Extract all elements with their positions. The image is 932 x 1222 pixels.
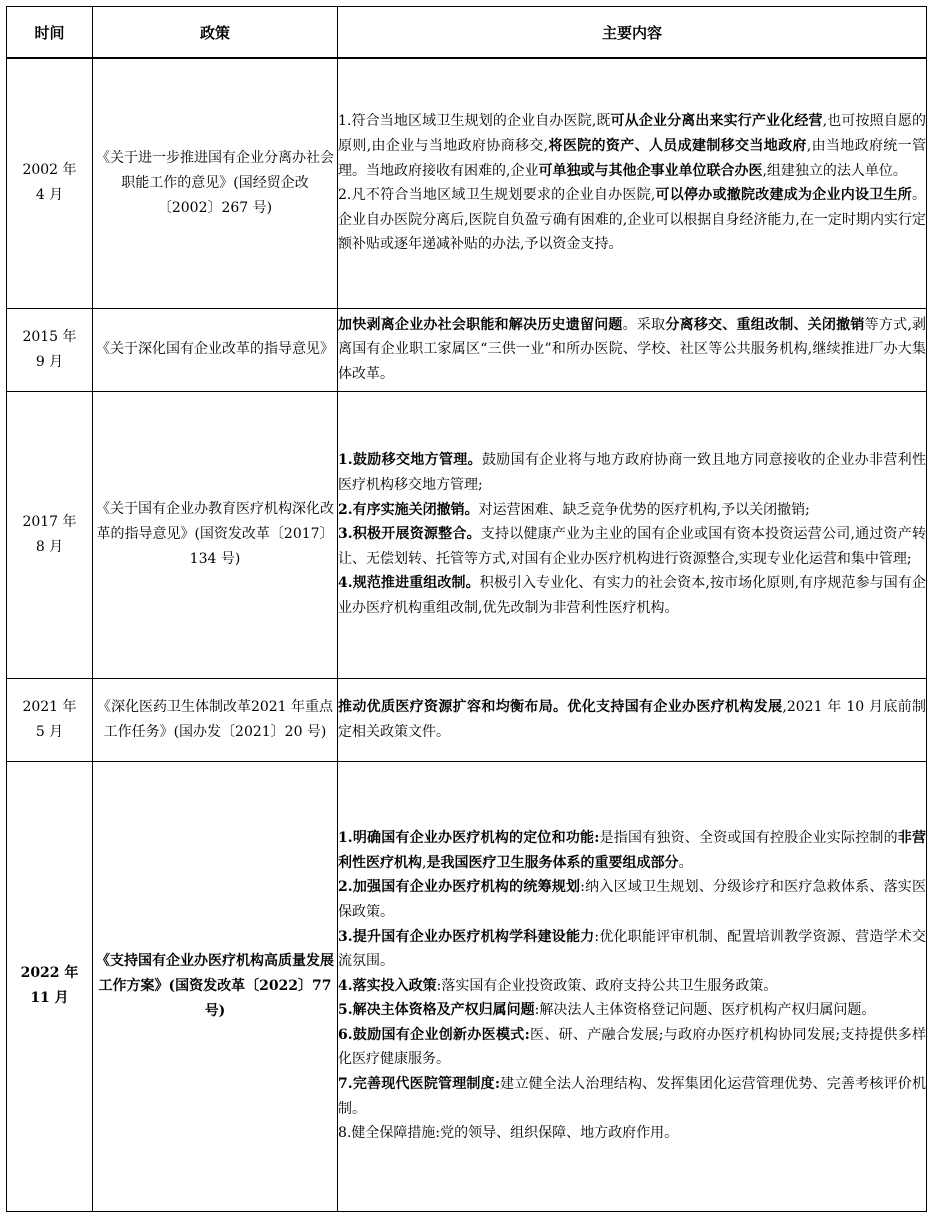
table-row — [7, 391, 927, 678]
header-row — [7, 7, 927, 59]
body-text: 是指国有独资、全资或国有控股企业实际控制的 — [599, 830, 898, 847]
body-text: 建立健全法人治理结构、发挥集团化运营管理优势、完善考核评价机制。 — [338, 1076, 926, 1117]
content-paragraph — [338, 695, 926, 744]
body-text: :落实国有企业投资政策、政府支持公共卫生服务政策。 — [436, 977, 778, 994]
body-text: 8.健全保障措施:党的领导、组织保障、地方政府作用。 — [338, 1125, 679, 1142]
bold-text: 是我国医疗卫生服务体系的重要组成部分 — [426, 854, 679, 871]
bold-text: 可以停办或撤院改建成为企业内设卫生所 — [655, 187, 913, 204]
bold-text: 1.明确国有企业办医疗机构的定位和功能: — [338, 830, 600, 847]
body-text: 对运营困难、缺乏竞争优势的医疗机构,予以关闭撤销; — [478, 501, 810, 518]
bold-text: 3.提升国有企业办医疗机构学科建设能力 — [338, 928, 595, 945]
body-text: ,组建独立的法人单位。 — [762, 162, 907, 179]
body-text: 积极引入专业化、有实力的社会资本,按市场化原则,有序规范参与国有企业办医疗机构重组改制,优先改制为非营利性医疗机构。 — [338, 575, 926, 616]
content-paragraph — [338, 1072, 926, 1121]
body-text: 。采取 — [622, 316, 666, 333]
content-paragraph — [338, 522, 926, 571]
cell-content — [338, 391, 927, 678]
cell-time: 2017 年 8 月 — [7, 391, 93, 678]
cell-content — [338, 58, 927, 308]
bold-text: 可单独或与其他企事业单位联合办医 — [538, 162, 763, 179]
bold-text: 2.有序实施关闭撤销。 — [338, 501, 479, 518]
cell-content — [338, 761, 927, 1211]
body-text: :优化职能评审机制、配置培训教学资源、营造学术交流氛围。 — [338, 928, 926, 970]
bold-text: 加快剥离企业办社会职能和解决历史遗留问题 — [338, 316, 623, 333]
content-paragraph — [338, 1023, 926, 1072]
table-body — [7, 58, 927, 1211]
body-text: ,也可按照自愿的原则,由企业与当地政府协商移交, — [338, 113, 927, 155]
body-text: 。 — [678, 854, 693, 871]
content-paragraph — [338, 313, 926, 387]
content-paragraph — [338, 183, 926, 257]
table-row — [7, 678, 927, 761]
content-paragraph — [338, 1121, 926, 1146]
bold-text: 7.完善现代医院管理制度: — [338, 1076, 500, 1093]
body-text: 医、研、产融合发展;与政府办医疗机构协同发展;支持提供多样化医疗健康服务。 — [338, 1026, 926, 1068]
content-paragraph — [338, 571, 926, 620]
bold-text: 1.鼓励移交地方管理。 — [338, 452, 482, 469]
body-text: ,2021 年 10 月底前制定相关政策文件。 — [338, 698, 926, 740]
content-paragraph — [338, 875, 926, 924]
bold-text: 6.鼓励国有企业创新办医模式: — [338, 1026, 530, 1043]
content-paragraph — [338, 448, 926, 497]
cell-policy: 《关于国有企业办教育医疗机构深化改革的指导意见》(国资发改革〔2017〕134 号) — [93, 391, 338, 678]
cell-time: 2022 年 11 月 — [7, 761, 93, 1211]
content-paragraph — [338, 109, 926, 183]
body-text: 2.凡不符合当地区域卫生规划要求的企业自办医院, — [338, 187, 656, 204]
cell-policy: 《支持国有企业办医疗机构高质量发展工作方案》(国资发改革〔2022〕77 号) — [93, 761, 338, 1211]
content-paragraph — [338, 826, 926, 875]
body-text: :解决法人主体资格登记问题、医疗机构产权归属问题。 — [534, 1002, 876, 1019]
bold-text: 推动优质医疗资源扩容和均衡布局。优化支持国有企业办医疗机构发展 — [338, 698, 783, 715]
table-row — [7, 58, 927, 308]
table-row — [7, 761, 927, 1211]
bold-text: 5.解决主体资格及产权归属问题 — [338, 1002, 535, 1019]
body-text: 支持以健康产业为主业的国有企业或国有资本投资运营公司,通过资产转让、无偿划转、托管等方式,对国有企业办医疗机构进行资源整合,实现专业化运营和集中管理; — [338, 526, 926, 567]
header-content: 主要内容 — [338, 7, 927, 59]
bold-text: 分离移交、重组改制、关闭撤销 — [665, 316, 865, 333]
bold-text: 非营利性医疗机构 — [338, 830, 926, 871]
bold-text: 4.落实投入政策 — [338, 977, 437, 994]
cell-policy: 《深化医药卫生体制改革2021 年重点工作任务》(国办发〔2021〕20 号) — [93, 678, 338, 761]
bold-text: 可从企业分离出来实行产业化经营 — [610, 113, 823, 130]
bold-text: 4.规范推进重组改制。 — [338, 575, 480, 592]
body-text: 1.符合当地区域卫生规划的企业自办医院,既 — [338, 113, 611, 130]
bold-text: 将医院的资产、人员成建制移交当地政府 — [548, 138, 807, 155]
body-text: 等方式,剥离国有企业职工家属区“三供一业”和所办医院、学校、社区等公共服务机构,继续推进厂办大集体改革。 — [338, 316, 927, 382]
policy-table — [6, 6, 927, 1212]
bold-text: 3.积极开展资源整合。 — [338, 526, 481, 543]
header-time: 时间 — [7, 7, 93, 59]
cell-policy: 《关于深化国有企业改革的指导意见》 — [93, 308, 338, 391]
cell-content — [338, 308, 927, 391]
body-text: 鼓励国有企业将与地方政府协商一致且地方同意接收的企业办非营利性医疗机构移交地方管理; — [338, 452, 926, 494]
body-text: , — [422, 854, 427, 871]
body-text: ,由当地政府统一管理。当地政府接收有困难的,企业 — [338, 138, 927, 179]
body-text: 。企业自办医院分离后,医院自负盈亏确有困难的,企业可以根据自身经济能力,在一定时期内实行定额补贴或逐年递减补贴的办法,予以资金支持。 — [338, 187, 927, 253]
table-row — [7, 308, 927, 391]
content-paragraph — [338, 498, 926, 523]
cell-policy: 《关于进一步推进国有企业分离办社会职能工作的意见》(国经贸企改〔2002〕267 号) — [93, 58, 338, 308]
cell-time: 2015 年 9 月 — [7, 308, 93, 391]
body-text: :纳入区域卫生规划、分级诊疗和医疗急救体系、落实医保政策。 — [338, 879, 927, 920]
cell-time: 2021 年 5 月 — [7, 678, 93, 761]
content-paragraph — [338, 998, 926, 1023]
content-paragraph — [338, 925, 926, 974]
cell-time: 2002 年 4 月 — [7, 58, 93, 308]
content-paragraph — [338, 974, 926, 999]
header-policy: 政策 — [93, 7, 338, 59]
cell-content — [338, 678, 927, 761]
bold-text: 2.加强国有企业办医疗机构的统筹规划 — [338, 879, 581, 896]
